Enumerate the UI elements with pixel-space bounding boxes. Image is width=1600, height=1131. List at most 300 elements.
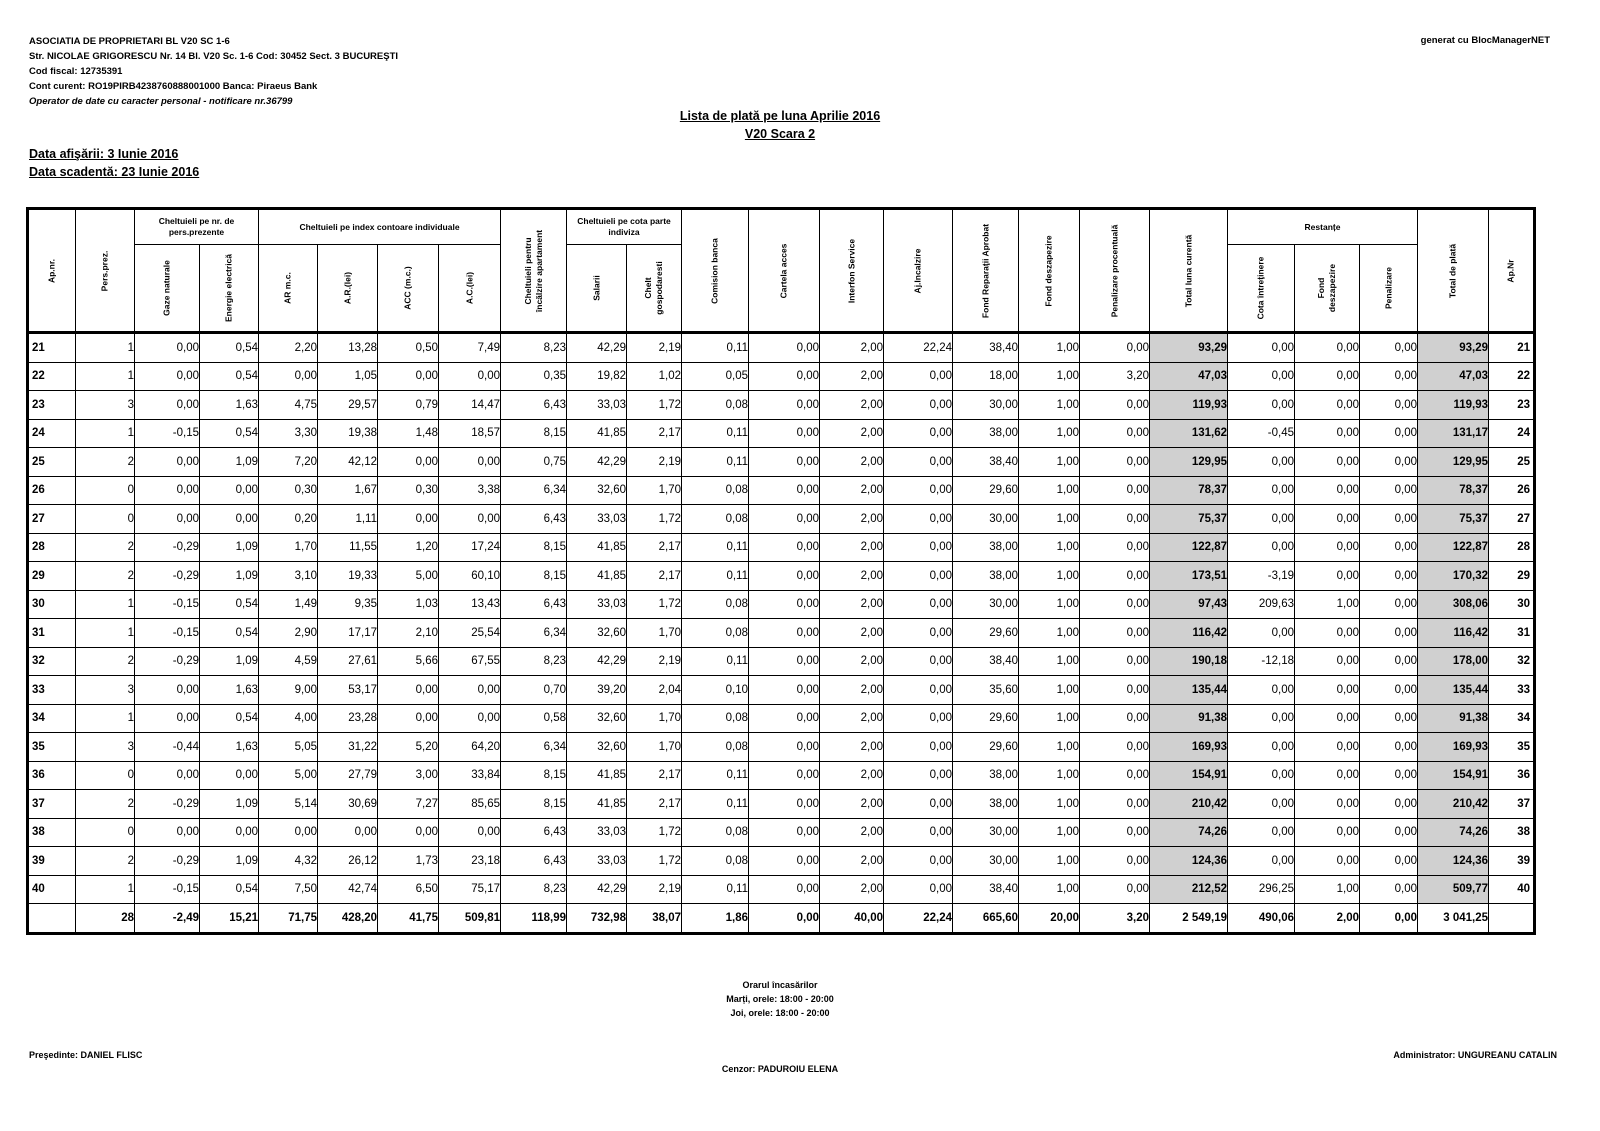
cell: 1,70 bbox=[627, 619, 682, 648]
cell: 23,18 bbox=[439, 847, 501, 876]
cell: 0,00 bbox=[1295, 847, 1360, 876]
cell: 0,11 bbox=[682, 333, 749, 363]
cell: 0,00 bbox=[749, 333, 820, 363]
schedule-tuesday: Marți, orele: 18:00 - 20:00 bbox=[726, 994, 834, 1004]
cell: 0,00 bbox=[884, 505, 953, 534]
cell: 13,28 bbox=[318, 333, 378, 363]
cell: 0,00 bbox=[439, 505, 501, 534]
cell: 1,00 bbox=[1019, 448, 1080, 477]
cell: 0,00 bbox=[1080, 333, 1150, 363]
cell: 9,00 bbox=[259, 676, 318, 705]
cell: 42,29 bbox=[567, 333, 627, 363]
cell: 0,00 bbox=[884, 733, 953, 762]
cell: 0,54 bbox=[200, 619, 259, 648]
cell: 28 bbox=[76, 904, 135, 934]
data-operator-notice: Operator de date cu caracter personal - notificare nr.36799 bbox=[29, 96, 293, 107]
cell: 0,00 bbox=[884, 362, 953, 391]
cell: 0,00 bbox=[1295, 704, 1360, 733]
cell: 0 bbox=[76, 476, 135, 505]
cell: 26 bbox=[1489, 476, 1535, 505]
cell: 0,00 bbox=[1360, 790, 1418, 819]
cell: 42,29 bbox=[567, 647, 627, 676]
cell: 8,15 bbox=[501, 790, 567, 819]
cell: 23 bbox=[1489, 391, 1535, 420]
table-row bbox=[28, 562, 1535, 591]
cell: 22 bbox=[1489, 362, 1535, 391]
cell: 0,00 bbox=[1080, 676, 1150, 705]
cell: 0,50 bbox=[378, 333, 439, 363]
cell: 0,70 bbox=[501, 676, 567, 705]
cell: 22 bbox=[28, 362, 76, 391]
cell: 29,57 bbox=[318, 391, 378, 420]
cell: 1,63 bbox=[200, 733, 259, 762]
cell: 64,20 bbox=[439, 733, 501, 762]
schedule-title: Orarul încasărilor bbox=[742, 980, 818, 990]
cell: 169,93 bbox=[1418, 733, 1489, 762]
cell: 1 bbox=[76, 333, 135, 363]
cell: 0,00 bbox=[1080, 818, 1150, 847]
cell: 39,20 bbox=[567, 676, 627, 705]
cell: 2 bbox=[76, 790, 135, 819]
cell: 116,42 bbox=[1150, 619, 1228, 648]
cell: 0,00 bbox=[135, 505, 200, 534]
cell: 31 bbox=[1489, 619, 1535, 648]
cell: 25 bbox=[28, 448, 76, 477]
cell: 1,00 bbox=[1019, 818, 1080, 847]
cell: 29,60 bbox=[953, 619, 1019, 648]
cell: 0,00 bbox=[1228, 505, 1295, 534]
cell: 173,51 bbox=[1150, 562, 1228, 591]
cell: 1 bbox=[76, 875, 135, 904]
cell: 40,00 bbox=[820, 904, 884, 934]
censor-signature: Cenzor: PADUROIU ELENA bbox=[721, 1064, 839, 1074]
cell: 38,00 bbox=[953, 562, 1019, 591]
display-date: Data afişării: 3 Iunie 2016 bbox=[29, 147, 179, 161]
cell: 5,00 bbox=[259, 761, 318, 790]
cell: 0,00 bbox=[439, 676, 501, 705]
cell: 0,00 bbox=[884, 619, 953, 648]
cell: 0,00 bbox=[135, 391, 200, 420]
cell: 1,09 bbox=[200, 847, 259, 876]
cell: 74,26 bbox=[1150, 818, 1228, 847]
cell: 0,00 bbox=[1228, 391, 1295, 420]
cell: 154,91 bbox=[1418, 761, 1489, 790]
cell: 7,27 bbox=[378, 790, 439, 819]
cell: 38 bbox=[28, 818, 76, 847]
cell: 38,40 bbox=[953, 875, 1019, 904]
cell: 29,60 bbox=[953, 704, 1019, 733]
cell: 0,00 bbox=[1360, 533, 1418, 562]
cell: 1 bbox=[76, 590, 135, 619]
table-row bbox=[28, 875, 1535, 904]
cell: 3,38 bbox=[439, 476, 501, 505]
cell: 0,00 bbox=[749, 562, 820, 591]
cell: 0,00 bbox=[749, 704, 820, 733]
col-salarii: Salarii bbox=[567, 245, 627, 333]
cell: 0,00 bbox=[135, 704, 200, 733]
cell: 0,00 bbox=[884, 448, 953, 477]
cell: 28 bbox=[1489, 533, 1535, 562]
title-line-2: V20 Scara 2 bbox=[744, 127, 816, 141]
cell: 0,00 bbox=[439, 448, 501, 477]
cell: 0,00 bbox=[1080, 419, 1150, 448]
cell: 41,85 bbox=[567, 790, 627, 819]
cell: 33 bbox=[1489, 676, 1535, 705]
table-row bbox=[28, 790, 1535, 819]
cell: 0,00 bbox=[439, 818, 501, 847]
cell: 1,70 bbox=[627, 733, 682, 762]
cell: 2,00 bbox=[820, 448, 884, 477]
cell: 0,00 bbox=[1228, 333, 1295, 363]
cell: 35 bbox=[28, 733, 76, 762]
cell: 0,00 bbox=[1080, 790, 1150, 819]
cell: 1,72 bbox=[627, 391, 682, 420]
cell: -0,15 bbox=[135, 419, 200, 448]
group-cota: Cheltuieli pe cota parte indiviza bbox=[567, 209, 682, 245]
cell: 0,00 bbox=[749, 533, 820, 562]
cell: 34 bbox=[1489, 704, 1535, 733]
cell: 169,93 bbox=[1150, 733, 1228, 762]
cell: 0,00 bbox=[884, 704, 953, 733]
cell: 27 bbox=[1489, 505, 1535, 534]
cell: 3,10 bbox=[259, 562, 318, 591]
cell: 0,00 bbox=[884, 847, 953, 876]
cell: 0,00 bbox=[1295, 362, 1360, 391]
cell: 19,33 bbox=[318, 562, 378, 591]
cell: 119,93 bbox=[1418, 391, 1489, 420]
cell: 47,03 bbox=[1418, 362, 1489, 391]
table-row bbox=[28, 333, 1535, 363]
cell: 1,70 bbox=[627, 476, 682, 505]
cell: 85,65 bbox=[439, 790, 501, 819]
cell: 0,54 bbox=[200, 419, 259, 448]
cell: 75,37 bbox=[1150, 505, 1228, 534]
cell: 0,00 bbox=[884, 562, 953, 591]
cell: 38,40 bbox=[953, 647, 1019, 676]
cell: 0,00 bbox=[749, 448, 820, 477]
cell: 0,00 bbox=[1080, 619, 1150, 648]
cell: 0,00 bbox=[1295, 505, 1360, 534]
cell: 2,00 bbox=[820, 790, 884, 819]
cell: 5,20 bbox=[378, 733, 439, 762]
cell: 15,21 bbox=[200, 904, 259, 934]
col-gospodaresti: Chelt gospodaresti bbox=[627, 245, 682, 333]
cell: 0,00 bbox=[200, 818, 259, 847]
cell: 0 bbox=[76, 505, 135, 534]
cell: 0,00 bbox=[135, 362, 200, 391]
cell: 93,29 bbox=[1150, 333, 1228, 363]
cell: 0,00 bbox=[1295, 419, 1360, 448]
cell: 6,43 bbox=[501, 505, 567, 534]
cell: 0,00 bbox=[884, 391, 953, 420]
cell: 4,59 bbox=[259, 647, 318, 676]
cell: 1,72 bbox=[627, 590, 682, 619]
cell: 0,00 bbox=[1080, 847, 1150, 876]
cell: 0,00 bbox=[884, 818, 953, 847]
cell: 0,00 bbox=[135, 761, 200, 790]
cell: 0,00 bbox=[378, 505, 439, 534]
cell: 0,00 bbox=[1360, 847, 1418, 876]
cell: 1,48 bbox=[378, 419, 439, 448]
cell: 6,43 bbox=[501, 391, 567, 420]
table-row bbox=[28, 419, 1535, 448]
cell: 38,00 bbox=[953, 761, 1019, 790]
table-row bbox=[28, 676, 1535, 705]
cell: 35 bbox=[1489, 733, 1535, 762]
cell: 131,62 bbox=[1150, 419, 1228, 448]
cell: 1,63 bbox=[200, 676, 259, 705]
cell: 33 bbox=[28, 676, 76, 705]
cell: 1,09 bbox=[200, 647, 259, 676]
cell: 1,00 bbox=[1019, 790, 1080, 819]
cell: 0,00 bbox=[135, 333, 200, 363]
cell: 33,03 bbox=[567, 847, 627, 876]
bank-account: Cont curent: RO19PIRB4238760888001000 Banca: Piraeus Bank bbox=[29, 81, 318, 92]
cell: -0,29 bbox=[135, 790, 200, 819]
cell: 0,00 bbox=[749, 904, 820, 934]
cell: 33,03 bbox=[567, 818, 627, 847]
table-row bbox=[28, 818, 1535, 847]
cell: 53,17 bbox=[318, 676, 378, 705]
cell: 212,52 bbox=[1150, 875, 1228, 904]
cell: 0,08 bbox=[682, 818, 749, 847]
cell: 2,04 bbox=[627, 676, 682, 705]
cell: 0,00 bbox=[1228, 448, 1295, 477]
cell: 4,32 bbox=[259, 847, 318, 876]
cell: 1 bbox=[76, 419, 135, 448]
cell: 0,00 bbox=[1295, 448, 1360, 477]
cell: 2,00 bbox=[820, 333, 884, 363]
cell: 0,00 bbox=[1228, 704, 1295, 733]
cell: 0,58 bbox=[501, 704, 567, 733]
cell: -0,44 bbox=[135, 733, 200, 762]
cell: 39 bbox=[1489, 847, 1535, 876]
col-ar-lei: A.R.(lei) bbox=[318, 245, 378, 333]
cell: 2,00 bbox=[820, 562, 884, 591]
cell: 47,03 bbox=[1150, 362, 1228, 391]
cell: 0,00 bbox=[884, 761, 953, 790]
cell: 0,08 bbox=[682, 733, 749, 762]
col-incalzire: Cheltuieli pentru încălzire apartament bbox=[501, 209, 567, 333]
cell: 0,00 bbox=[1295, 818, 1360, 847]
cell: 1,67 bbox=[318, 476, 378, 505]
cell: -0,29 bbox=[135, 562, 200, 591]
cell: 6,43 bbox=[501, 590, 567, 619]
cell: 2,19 bbox=[627, 448, 682, 477]
cell: 1,03 bbox=[378, 590, 439, 619]
cell: 0,00 bbox=[749, 733, 820, 762]
cell: 0,11 bbox=[682, 647, 749, 676]
cell: 1,49 bbox=[259, 590, 318, 619]
cell: 17,24 bbox=[439, 533, 501, 562]
cell: 0,00 bbox=[1360, 590, 1418, 619]
cell: 0,00 bbox=[1295, 790, 1360, 819]
cell: 2,17 bbox=[627, 562, 682, 591]
cell: 33,03 bbox=[567, 505, 627, 534]
cell: 154,91 bbox=[1150, 761, 1228, 790]
cell: 29,60 bbox=[953, 733, 1019, 762]
cell: 119,93 bbox=[1150, 391, 1228, 420]
cell: 665,60 bbox=[953, 904, 1019, 934]
col-pers-prez: Pers.prez. bbox=[76, 209, 135, 333]
due-date: Data scadentă: 23 Iunie 2016 bbox=[29, 165, 200, 179]
group-index: Cheltuieli pe index contoare individuale bbox=[259, 209, 501, 245]
cell: 2 bbox=[76, 847, 135, 876]
col-comision: Comision banca bbox=[682, 209, 749, 333]
cell: 17,17 bbox=[318, 619, 378, 648]
cell: 6,43 bbox=[501, 818, 567, 847]
cell: 732,98 bbox=[567, 904, 627, 934]
cell: 0,00 bbox=[1080, 505, 1150, 534]
cell: 490,06 bbox=[1228, 904, 1295, 934]
cell: 20,00 bbox=[1019, 904, 1080, 934]
cell: 5,05 bbox=[259, 733, 318, 762]
cell: 21 bbox=[28, 333, 76, 363]
cell: 0,00 bbox=[1295, 676, 1360, 705]
cell: 1,00 bbox=[1019, 391, 1080, 420]
cell: 0,00 bbox=[1080, 533, 1150, 562]
cell: 3,20 bbox=[1080, 904, 1150, 934]
cell: 129,95 bbox=[1418, 448, 1489, 477]
cell: 37 bbox=[28, 790, 76, 819]
cell: 2,00 bbox=[820, 419, 884, 448]
cell: -0,15 bbox=[135, 619, 200, 648]
cell: 38,40 bbox=[953, 448, 1019, 477]
cell: 0,00 bbox=[749, 419, 820, 448]
cell: 13,43 bbox=[439, 590, 501, 619]
cell: 0,00 bbox=[1228, 818, 1295, 847]
cell: 0,00 bbox=[884, 676, 953, 705]
cell: 42,29 bbox=[567, 875, 627, 904]
cell: 118,99 bbox=[501, 904, 567, 934]
cell: 1,00 bbox=[1019, 333, 1080, 363]
cell bbox=[1489, 904, 1535, 934]
cell: 0,00 bbox=[749, 476, 820, 505]
cell: 0,11 bbox=[682, 448, 749, 477]
cell: 42,74 bbox=[318, 875, 378, 904]
cell: 9,35 bbox=[318, 590, 378, 619]
association-header bbox=[29, 34, 398, 109]
cell: 0,75 bbox=[501, 448, 567, 477]
cell: 0,00 bbox=[1080, 590, 1150, 619]
col-interfon: Interfon Service bbox=[820, 209, 884, 333]
table-body bbox=[28, 333, 1535, 934]
cell: 0,00 bbox=[439, 362, 501, 391]
cell: 0,00 bbox=[1360, 904, 1418, 934]
cell: 0,00 bbox=[1228, 847, 1295, 876]
cell: 0,00 bbox=[1360, 647, 1418, 676]
cell: 0,54 bbox=[200, 362, 259, 391]
cell: 0,00 bbox=[1295, 733, 1360, 762]
table-header bbox=[28, 209, 1535, 333]
cell: 18,57 bbox=[439, 419, 501, 448]
dates-block bbox=[29, 145, 199, 181]
cell: 0,00 bbox=[378, 704, 439, 733]
cell: 0,00 bbox=[884, 419, 953, 448]
cell: 1,00 bbox=[1019, 875, 1080, 904]
cell: 40 bbox=[1489, 875, 1535, 904]
cell: 1 bbox=[76, 704, 135, 733]
cell: 129,95 bbox=[1150, 448, 1228, 477]
cell: 0,00 bbox=[1360, 733, 1418, 762]
cell: 38,00 bbox=[953, 419, 1019, 448]
cell: 3 041,25 bbox=[1418, 904, 1489, 934]
cell: 1,00 bbox=[1019, 476, 1080, 505]
cell: 1,05 bbox=[318, 362, 378, 391]
schedule-thursday: Joi, orele: 18:00 - 20:00 bbox=[730, 1008, 830, 1018]
cell: 21 bbox=[1489, 333, 1535, 363]
col-cota-intretinere: Cota întreținere bbox=[1228, 245, 1295, 333]
cell: 308,06 bbox=[1418, 590, 1489, 619]
cell: 2,00 bbox=[820, 533, 884, 562]
cell: 41,85 bbox=[567, 562, 627, 591]
cell: 38,00 bbox=[953, 790, 1019, 819]
cell: 41,85 bbox=[567, 761, 627, 790]
cell: 0,00 bbox=[1080, 875, 1150, 904]
table-row bbox=[28, 733, 1535, 762]
cell: 2,00 bbox=[820, 391, 884, 420]
cell: 3 bbox=[76, 733, 135, 762]
cell: 3,30 bbox=[259, 419, 318, 448]
cell: 0,00 bbox=[1228, 533, 1295, 562]
cell: 32 bbox=[28, 647, 76, 676]
cell: 1,00 bbox=[1019, 847, 1080, 876]
cell: 0,11 bbox=[682, 562, 749, 591]
cell: 509,77 bbox=[1418, 875, 1489, 904]
col-ar-mc: AR m.c. bbox=[259, 245, 318, 333]
cell: 29 bbox=[1489, 562, 1535, 591]
cell: 8,23 bbox=[501, 875, 567, 904]
cell: 14,47 bbox=[439, 391, 501, 420]
cell: 0,00 bbox=[749, 790, 820, 819]
cell: 2,00 bbox=[820, 619, 884, 648]
cell: 33,03 bbox=[567, 590, 627, 619]
cell: 0,30 bbox=[259, 476, 318, 505]
cell: 0,54 bbox=[200, 875, 259, 904]
cell: 3 bbox=[76, 391, 135, 420]
cell: 41,85 bbox=[567, 533, 627, 562]
table-row bbox=[28, 847, 1535, 876]
cell: 2,17 bbox=[627, 790, 682, 819]
cell: 97,43 bbox=[1150, 590, 1228, 619]
cell: 28 bbox=[28, 533, 76, 562]
cell: 93,29 bbox=[1418, 333, 1489, 363]
col-fond-deszapezire: Fond deszapezire bbox=[1019, 209, 1080, 333]
col-acc-mc: ACC (m.c.) bbox=[378, 245, 439, 333]
cell: 0,20 bbox=[259, 505, 318, 534]
cell: 0,00 bbox=[1295, 761, 1360, 790]
cell: 0,00 bbox=[1360, 505, 1418, 534]
cell: 1,00 bbox=[1019, 505, 1080, 534]
cell: 190,18 bbox=[1150, 647, 1228, 676]
cell: 0,00 bbox=[439, 704, 501, 733]
cell: 30,00 bbox=[953, 505, 1019, 534]
cell: 0,00 bbox=[1360, 676, 1418, 705]
cell: 0,00 bbox=[884, 790, 953, 819]
table-row bbox=[28, 476, 1535, 505]
cell: 209,63 bbox=[1228, 590, 1295, 619]
association-name: ASOCIATIA DE PROPRIETARI BL V20 SC 1-6 bbox=[29, 36, 230, 47]
cell: 0,00 bbox=[378, 448, 439, 477]
cell: 75,17 bbox=[439, 875, 501, 904]
cell: 1,20 bbox=[378, 533, 439, 562]
cell: 2 549,19 bbox=[1150, 904, 1228, 934]
cell: 0,00 bbox=[200, 761, 259, 790]
col-ac-lei: A.C.(lei) bbox=[439, 245, 501, 333]
cell: 0,00 bbox=[259, 362, 318, 391]
cell: 7,20 bbox=[259, 448, 318, 477]
cell: 74,26 bbox=[1418, 818, 1489, 847]
